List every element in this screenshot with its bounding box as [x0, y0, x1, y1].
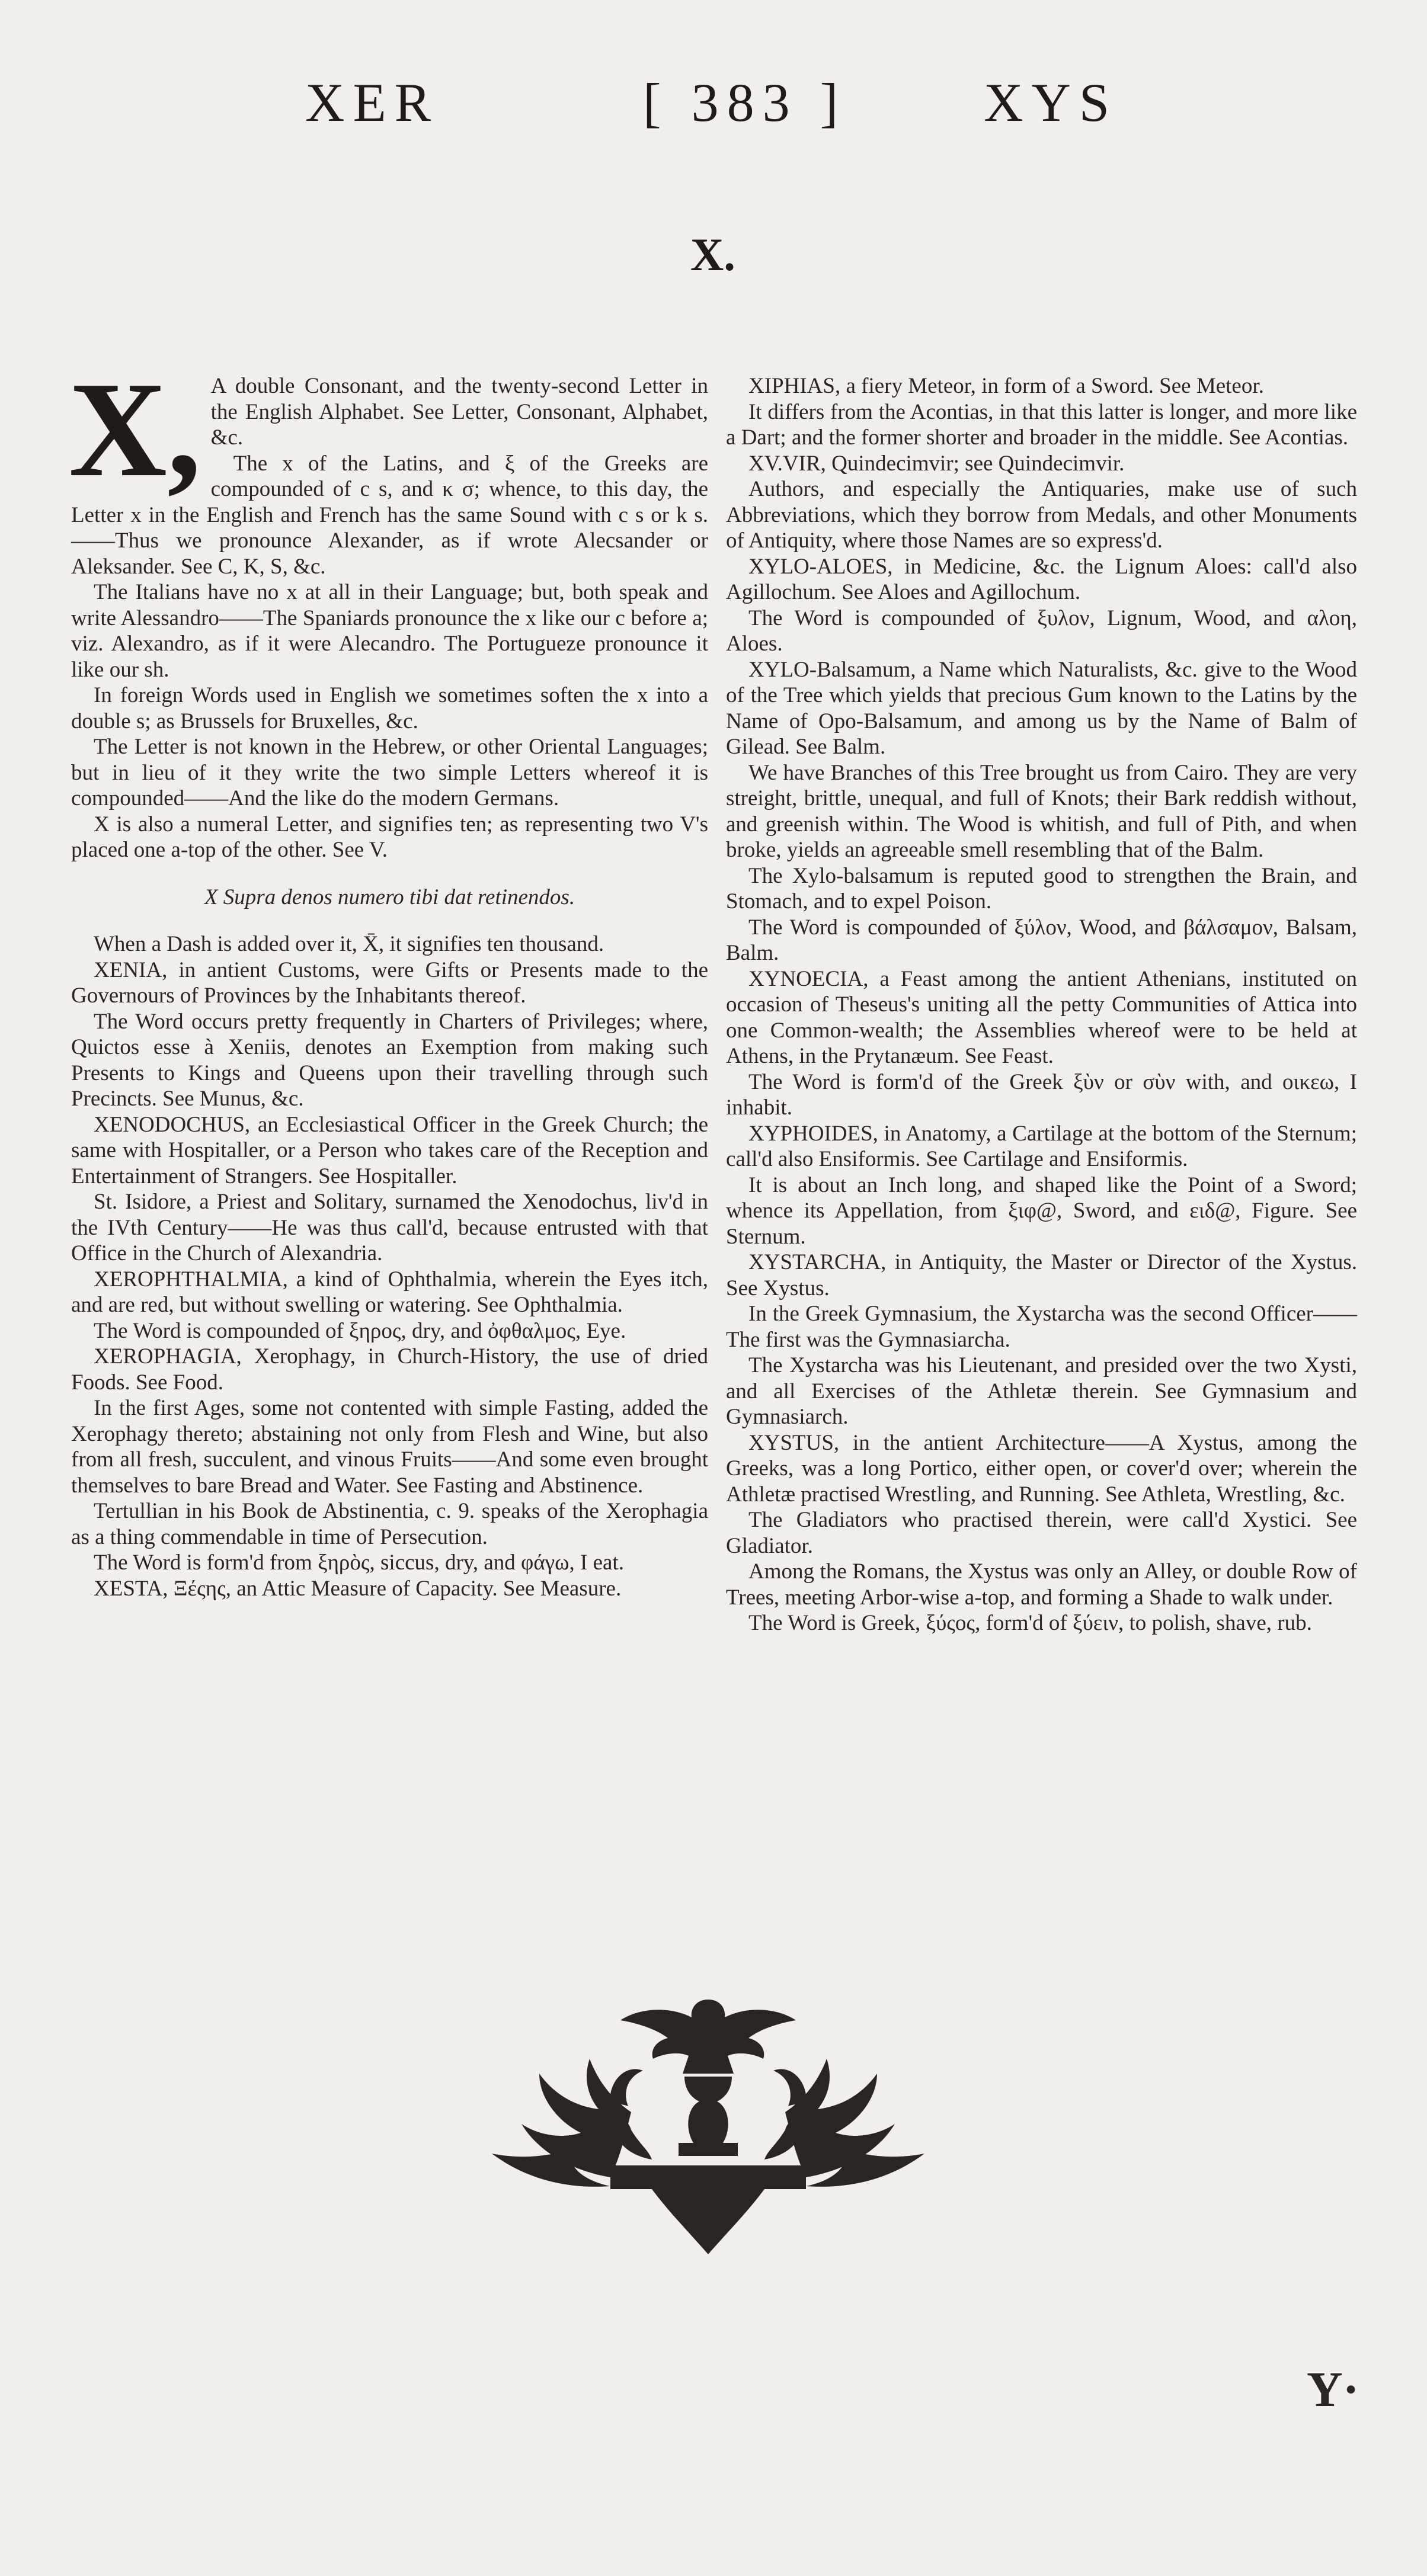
- entry-paragraph: St. Isidore, a Priest and Solitary, surnamed the Xenodochus, liv'd in the IVth Century——He was thus call'd, because entrusted with that Office in the Church of Alexandria.: [71, 1190, 708, 1265]
- left-column: [69, 354, 708, 1601]
- entry-paragraph: We have Branches of this Tree brought us from Cairo. They are very streight, brittle, unequal, and full of Knots; their Bark reddish without, and greenish within. The Wood is whitish, and full of Pith, and when broke, yields an agreeable smell resembling that of the Balm.: [726, 760, 1357, 862]
- entry-paragraph: XEROPHTHALMIA, a kind of Ophthalmia, wherein the Eyes itch, and are red, but without swelling or watering. See Ophthalmia.: [71, 1267, 708, 1317]
- entry-paragraph: It is about an Inch long, and shaped like the Point of a Sword; whence its Appellation, from ξιφ@, Sword, and ειδ@, Figure. See Sternum.: [726, 1172, 1357, 1249]
- catchword: Y·: [1307, 2362, 1359, 2417]
- entry-paragraph: XYSTUS, in the antient Architecture——A Xystus, among the Greeks, was a long Portico, either open, or cover'd over; wherein the Athletæ practised Wrestling, and Running. See Athleta, Wrestling, &c.: [726, 1430, 1357, 1507]
- entry-paragraph: XENODOCHUS, an Ecclesiastical Officer in the Greek Church; the same with Hospitaller, or a Person who takes care of the Reception and Entertainment of Strangers. See Hospitaller.: [71, 1112, 708, 1188]
- page-number: [ 383 ]: [643, 72, 847, 133]
- entry-paragraph: The Word is form'd of the Greek ξὺν or σὺν with, and οικεω, I inhabit.: [726, 1069, 1357, 1120]
- tailpiece-ornament: [474, 1988, 942, 2272]
- entry-paragraph: XEROPHAGIA, Xerophagy, in Church-History, the use of dried Foods. See Food.: [71, 1344, 708, 1395]
- running-head-right: XYS: [984, 72, 1118, 133]
- entry-paragraph: Among the Romans, the Xystus was only an Alley, or double Row of Trees, meeting Arbor-wise a-top, and forming a Shade to walk under.: [726, 1559, 1357, 1610]
- drop-cap: X,: [69, 354, 201, 505]
- section-letter-heading: X.: [690, 229, 735, 280]
- latin-verse: X Supra denos numero tibi dat retinendos.: [204, 885, 575, 909]
- entry-paragraph: In the Greek Gymnasium, the Xystarcha was the second Officer——The first was the Gymnasiarcha.: [726, 1302, 1357, 1352]
- entry-paragraph: In foreign Words used in English we sometimes soften the x into a double s; as Brussels for Bruxelles, &c.: [71, 683, 708, 733]
- entry-paragraph: The Word is form'd from ξηρὸς, siccus, dry, and φάγω, I eat.: [94, 1550, 624, 1575]
- entry-paragraph: Tertullian in his Book de Abstinentia, c. 9. speaks of the Xerophagia as a thing commendable in time of Persecution.: [71, 1499, 708, 1549]
- entry-paragraph: XYPHOIDES, in Anatomy, a Cartilage at the bottom of the Sternum; call'd also Ensiformis. See Cartilage and Ensiformis.: [726, 1121, 1357, 1171]
- entry-paragraph: The x of the Latins, and ξ of the Greeks are compounded of c s, and κ σ; whence, to this day, the Letter x in the English and French has the same Sound with c s or k s.——Thus we pronounce Alexander, as if wrote Alecsander or Aleksander. See C, K, S, &c.: [71, 451, 708, 579]
- entry-paragraph: XYSTARCHA, in Antiquity, the Master or Director of the Xystus. See Xystus.: [726, 1250, 1357, 1300]
- entry-paragraph: The Word is compounded of ξηρος, dry, and ὀφθαλμος, Eye.: [94, 1318, 626, 1343]
- entry-paragraph: XESTA, Ξέςης, an Attic Measure of Capacity. See Measure.: [94, 1576, 622, 1601]
- entry-paragraph: Authors, and especially the Antiquaries, make use of such Abbreviations, which they borrow from Medals, and other Monuments of Antiquity, where those Names are so express'd.: [726, 477, 1357, 553]
- entry-paragraph: XV.VIR, Quindecimvir; see Quindecimvir.: [748, 451, 1125, 476]
- entry-paragraph: The Word is Greek, ξύςος, form'd of ξύειν, to polish, shave, rub.: [748, 1611, 1312, 1635]
- entry-paragraph: The Word occurs pretty frequently in Charters of Privileges; where, Quictos esse à Xeniis, denotes an Exemption from making such Presents to Kings and Queens upon their travelling through such Precincts. See Munus, &c.: [71, 1009, 708, 1111]
- entry-paragraph: XENIA, in antient Customs, were Gifts or Presents made to the Governours of Provinces by the Inhabitants thereof.: [71, 957, 708, 1008]
- right-column: [726, 373, 1357, 1636]
- running-head-left: XER: [305, 72, 439, 133]
- entry-paragraph: The Word is compounded of ξυλον, Lignum, Wood, and αλοη, Aloes.: [726, 605, 1357, 656]
- entry-paragraph: It differs from the Acontias, in that this latter is longer, and more like a Dart; and the former shorter and broader in the middle. See Acontias.: [726, 399, 1357, 450]
- entry-paragraph: The Word is compounded of ξύλον, Wood, and βάλσαμον, Balsam, Balm.: [726, 915, 1357, 965]
- entry-paragraph: X, A double Consonant, and the twenty-second Letter in the English Alphabet. See Letter, Consonant, Alphabet, &c.: [69, 354, 708, 505]
- entry-paragraph: When a Dash is added over it, X̄, it signifies ten thousand.: [94, 932, 604, 956]
- entry-paragraph: X is also a numeral Letter, and signifies ten; as representing two V's placed one a-top of the other. See V.: [71, 812, 708, 862]
- entry-paragraph: The Xystarcha was his Lieutenant, and presided over the two Xysti, and all Exercises of the Athletæ therein. See Gymnasium and Gymnasiarch.: [726, 1353, 1357, 1429]
- entry-paragraph: In the first Ages, some not contented with simple Fasting, added the Xerophagy thereto; abstaining not only from Flesh and Wine, but also from all fresh, succulent, and vinous Fruits——And some even brought themselves to bare Bread and Water. See Fasting and Abstinence.: [71, 1396, 708, 1498]
- entry-paragraph: The Italians have no x at all in their Language; but, both speak and write Alessandro——The Spaniards pronounce the x like our c before a; viz. Alexandro, as if it were Alecandro. The Portugueze pronounce it like our sh.: [71, 580, 708, 682]
- entry-paragraph: The Xylo-balsamum is reputed good to strengthen the Brain, and Stomach, and to expel Poison.: [726, 863, 1357, 914]
- entry-paragraph: XIPHIAS, a fiery Meteor, in form of a Sword. See Meteor.: [748, 374, 1264, 398]
- entry-paragraph: The Gladiators who practised therein, were call'd Xystici. See Gladiator.: [726, 1508, 1357, 1558]
- entry-paragraph: XYLO-Balsamum, a Name which Naturalists, &c. give to the Wood of the Tree which yields that precious Gum known to the Latins by the Name of Opo-Balsamum, and among us by the Name of Balm of Gilead. See Balm.: [726, 657, 1357, 759]
- entry-paragraph: XYNOECIA, a Feast among the antient Athenians, instituted on occasion of Theseus's uniting all the petty Communities of Attica into one Common-wealth; the Assemblies whereof were to be held at Athens, in the Prytanæum. See Feast.: [726, 966, 1357, 1068]
- entry-paragraph: XYLO-ALOES, in Medicine, &c. the Lignum Aloes: call'd also Agillochum. See Aloes and Agillochum.: [726, 554, 1357, 604]
- entry-paragraph: The Letter is not known in the Hebrew, or other Oriental Languages; but in lieu of it they write the two simple Letters whereof it is compounded——And the like do the modern Germans.: [71, 735, 708, 810]
